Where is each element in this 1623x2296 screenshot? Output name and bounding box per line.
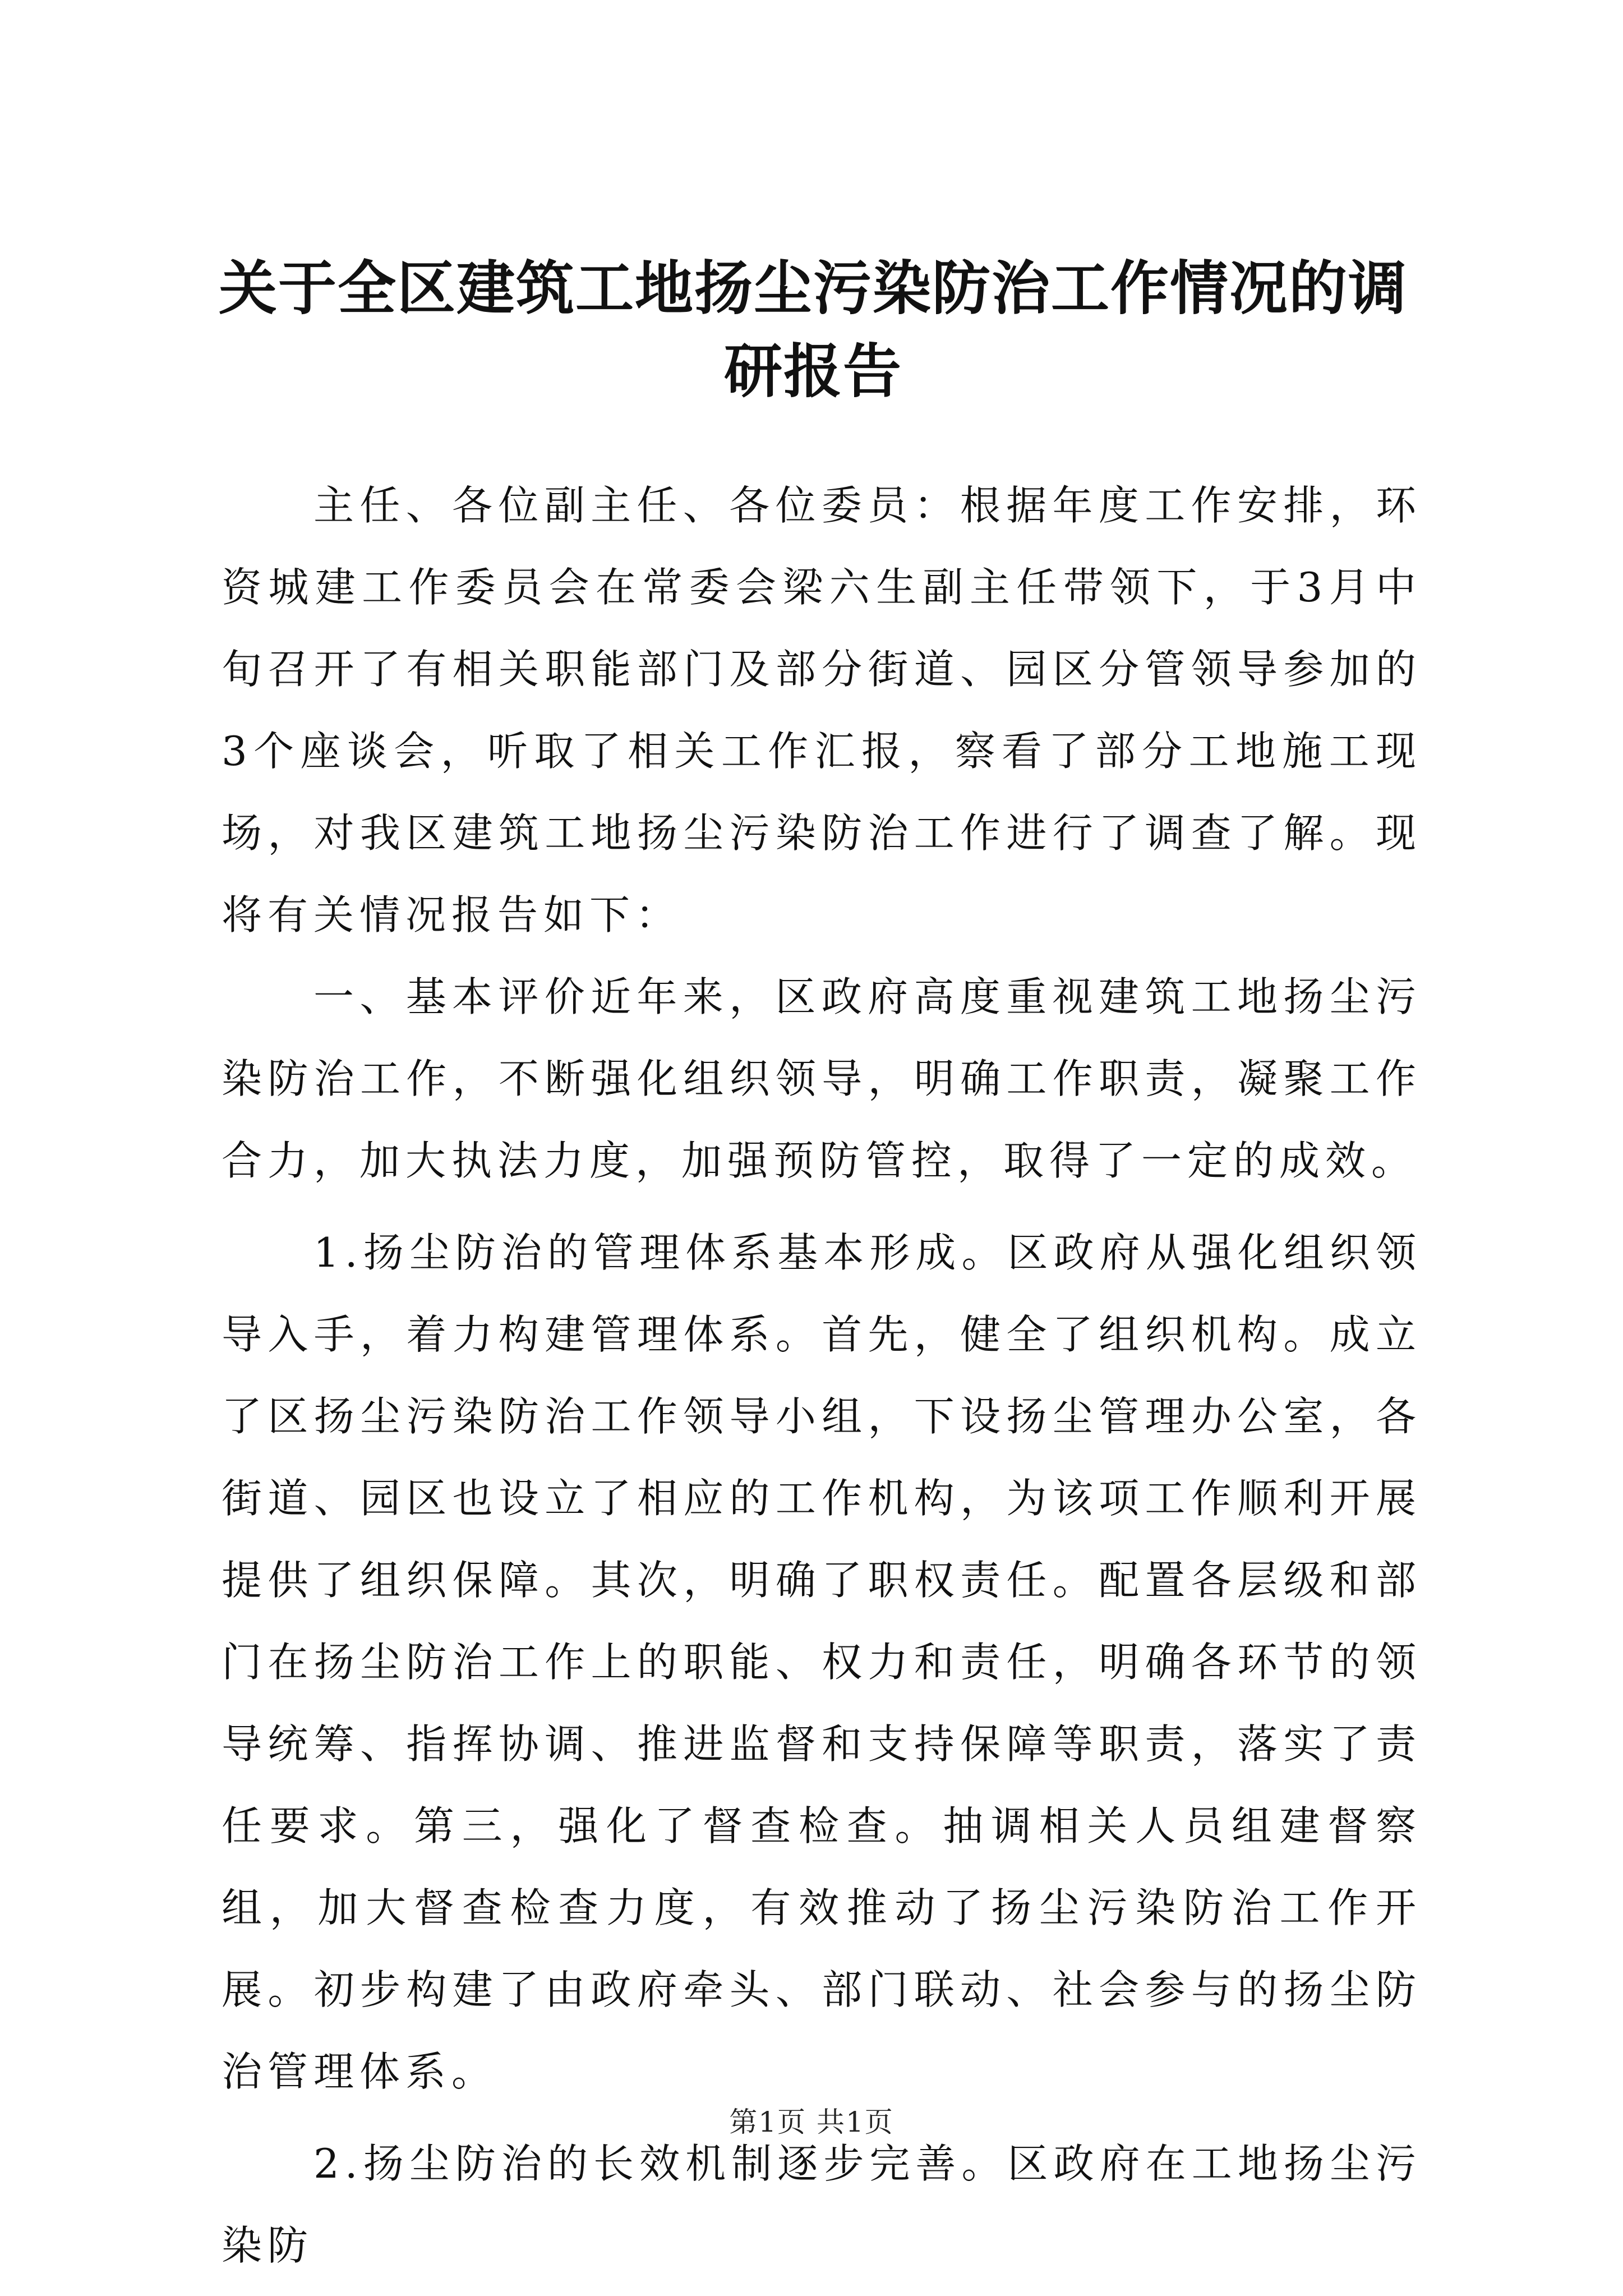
document-title bbox=[168, 247, 1458, 413]
paragraph-salutation: 主任、各位副主任、各位委员：根据年度工作安排，环资城建工作委员会在常委会梁六生副主任带领下，于3月中旬召开了有相关职能部门及部分街道、园区分管领导参加的3个座谈会，听取了相关工作汇报，察看了部分工地施工现场，对我区建筑工地扬尘污染防治工作进行了调查了解。现将有关情况报告如下： bbox=[222, 482, 1422, 938]
document-title-line-2: 研报告 bbox=[723, 337, 902, 406]
paragraph-item-2-long-term-mechanism: 2.扬尘防治的长效机制逐步完善。区政府在工地扬尘污染防 bbox=[222, 2140, 1422, 2269]
document-body bbox=[222, 464, 1422, 2286]
paragraph-section-1-basic-evaluation: 一、基本评价近年来，区政府高度重视建筑工地扬尘污染防治工作，不断强化组织领导，明确工作职责，凝聚工作合力，加大执法力度，加强预防管控，取得了一定的成效。 bbox=[222, 973, 1422, 1184]
page-number-footer: 第1页 共1页 bbox=[729, 2106, 894, 2138]
document-title-line-1: 关于全区建筑工地扬尘污染防治工作情况的调 bbox=[218, 254, 1408, 323]
paragraph-item-1-management-system: 1.扬尘防治的管理体系基本形成。区政府从强化组织领导入手，着力构建管理体系。首先，健全了组织机构。成立了区扬尘污染防治工作领导小组，下设扬尘管理办公室，各街道、园区也设立了相应的工作机构，为该项工作顺利开展提供了组织保障。其次，明确了职权责任。配置各层级和部门在扬尘防治工作上的职能、权力和责任，明确各环节的领导统筹、指挥协调、推进监督和支持保障等职责，落实了责任要求。第三，强化了督查检查。抽调相关人员组建督察组，加大督查检查力度，有效推动了扬尘污染防治工作开展。初步构建了由政府牵头、部门联动、社会参与的扬尘防治管理体系。 bbox=[222, 1229, 1422, 2095]
